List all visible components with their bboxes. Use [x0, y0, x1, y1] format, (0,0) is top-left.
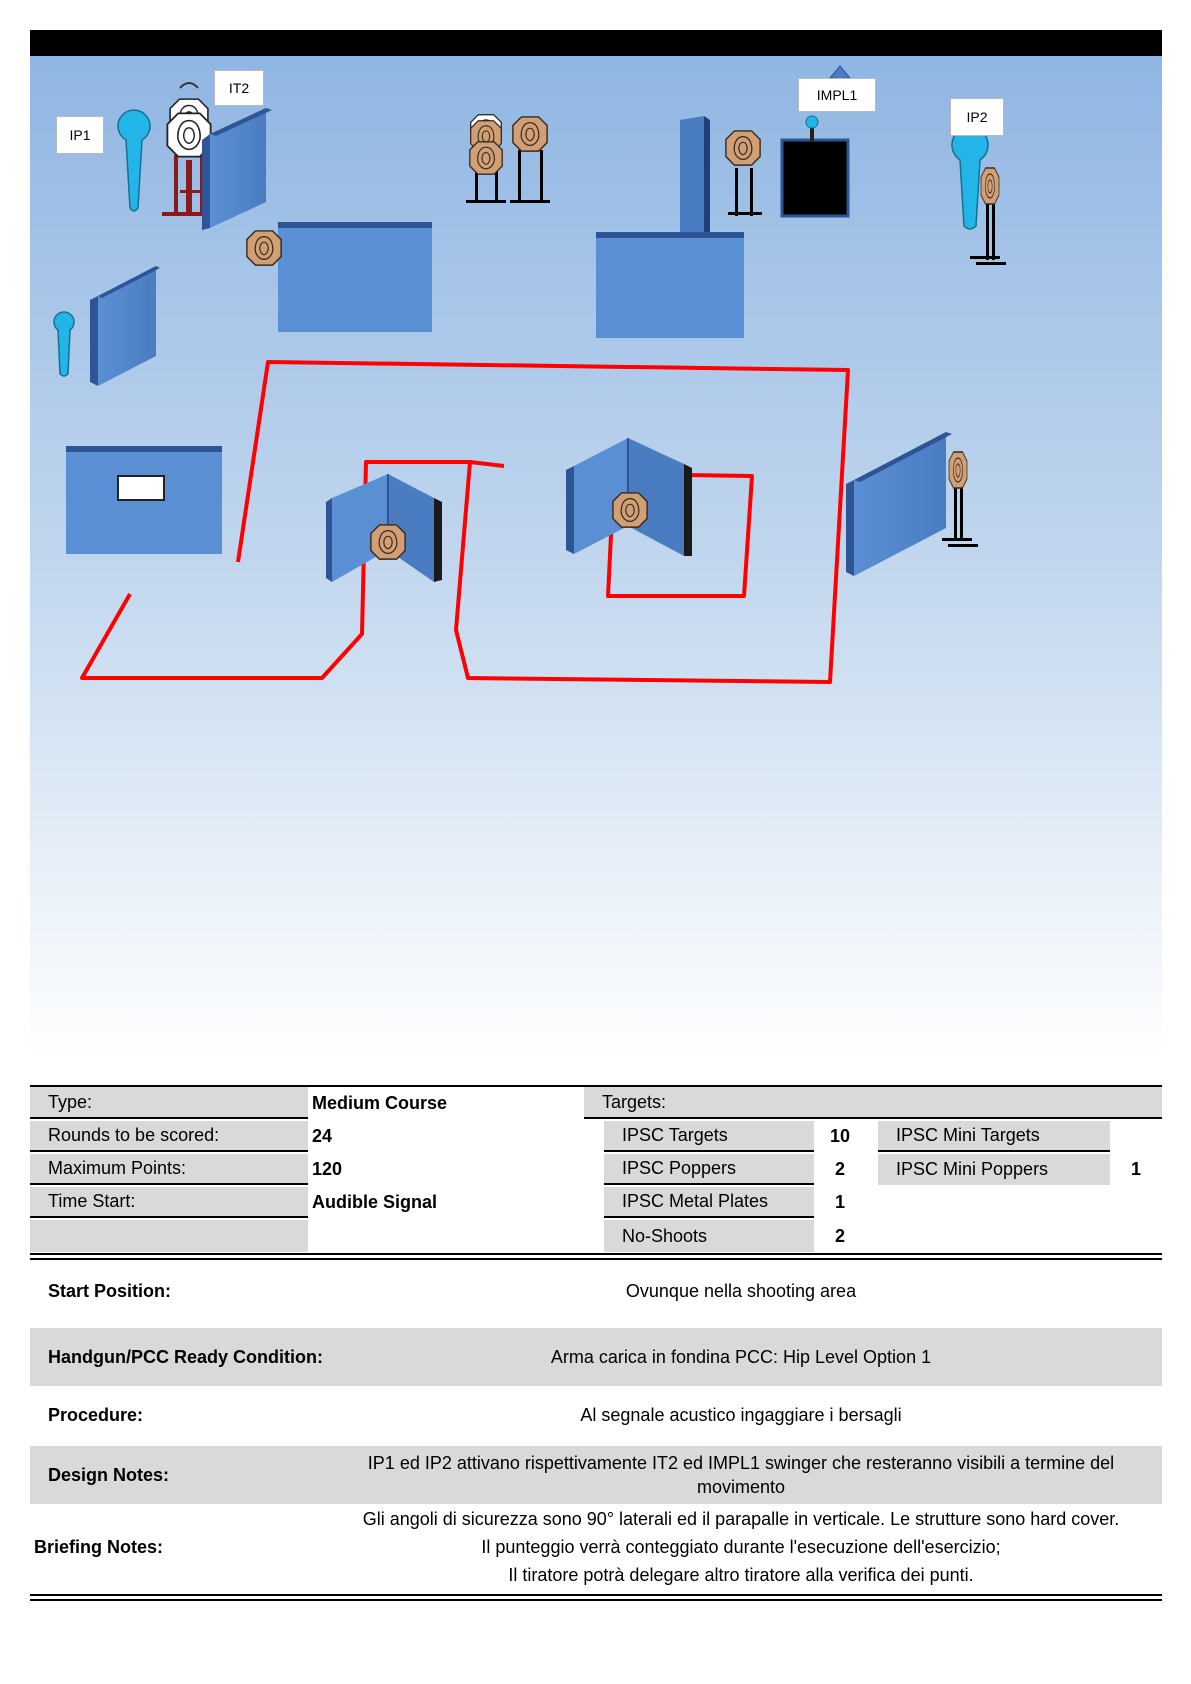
- table-rule-1: [30, 1253, 1162, 1255]
- target-name-2: IPSC Metal Plates: [604, 1187, 814, 1218]
- mini-count-0: [1110, 1121, 1162, 1152]
- rounds-value: 24: [312, 1126, 333, 1146]
- design-notes-row: [30, 1446, 1162, 1504]
- label-it2: IT2: [214, 70, 264, 106]
- target-count-0: 10: [829, 1126, 851, 1146]
- target-count-3: 2: [834, 1225, 845, 1246]
- stage-diagram: [30, 30, 1162, 1060]
- mini-name-1: IPSC Mini Poppers: [878, 1154, 1110, 1185]
- type-value: Medium Course: [312, 1092, 448, 1113]
- notes-rule-1: [30, 1594, 1162, 1596]
- rounds-label: Rounds to be scored:: [30, 1121, 308, 1152]
- procedure-label: Procedure:: [48, 1405, 144, 1425]
- time-start-label: Time Start:: [30, 1187, 308, 1218]
- briefing-notes-value: [330, 1505, 1162, 1589]
- procedure-row: [30, 1386, 1162, 1444]
- max-points-label: Maximum Points:: [30, 1154, 308, 1185]
- briefing-line-0: Gli angoli di sicurezza sono 90° laterali ed il parapalle in verticale. Le strutture sono hard cover.: [362, 1509, 1120, 1529]
- target-name-0: IPSC Targets: [604, 1121, 814, 1152]
- target-name-1: IPSC Poppers: [604, 1154, 814, 1185]
- design-notes-value: IP1 ed IP2 attivano rispettivamente IT2 ed IMPL1 swinger che resteranno visibili a termine del movimento: [367, 1453, 1115, 1497]
- targets-label: Targets:: [584, 1087, 1162, 1119]
- start-position-value: Ovunque nella shooting area: [625, 1281, 857, 1301]
- mini-name-0: IPSC Mini Targets: [878, 1121, 1110, 1152]
- briefing-notes-row: [30, 1504, 1162, 1590]
- max-points-value: 120: [312, 1159, 343, 1179]
- ready-condition-value: Arma carica in fondina PCC: Hip Level Option 1: [550, 1347, 932, 1367]
- header-bar: [30, 30, 1162, 56]
- start-position-row: [30, 1262, 1162, 1320]
- briefing-notes-label: Briefing Notes:: [34, 1537, 164, 1557]
- design-notes-label: Design Notes:: [48, 1465, 170, 1485]
- time-start-value: Audible Signal: [312, 1192, 438, 1212]
- type-label: Type:: [30, 1087, 308, 1119]
- label-impl1: IMPL1: [798, 78, 876, 112]
- notes-rule-2: [30, 1599, 1162, 1601]
- label-ip1: IP1: [56, 116, 104, 154]
- procedure-value: Al segnale acustico ingaggiare i bersagli: [580, 1405, 902, 1425]
- ready-condition-row: [30, 1328, 1162, 1386]
- ready-condition-label: Handgun/PCC Ready Condition:: [48, 1347, 323, 1367]
- mini-count-1: 1: [1130, 1159, 1141, 1179]
- blank-cell: [30, 1220, 308, 1252]
- wall-center-top: [278, 222, 432, 332]
- table-rule-2: [30, 1258, 1162, 1260]
- target-tl: [247, 231, 281, 265]
- label-ip2: IP2: [950, 98, 1004, 136]
- stage-canvas: [30, 30, 1162, 1060]
- target-name-3: No-Shoots: [604, 1220, 814, 1252]
- wall-port: [66, 446, 222, 554]
- target-count-1: 2: [834, 1159, 845, 1179]
- briefing-line-1: Il punteggio verrà conteggiato durante l'esecuzione dell'esercizio;: [481, 1537, 1001, 1557]
- briefing-line-2: Il tiratore potrà delegare altro tiratore alla verifica dei punti.: [508, 1565, 974, 1585]
- target-count-2: 1: [834, 1192, 845, 1212]
- start-position-label: Start Position:: [48, 1281, 172, 1301]
